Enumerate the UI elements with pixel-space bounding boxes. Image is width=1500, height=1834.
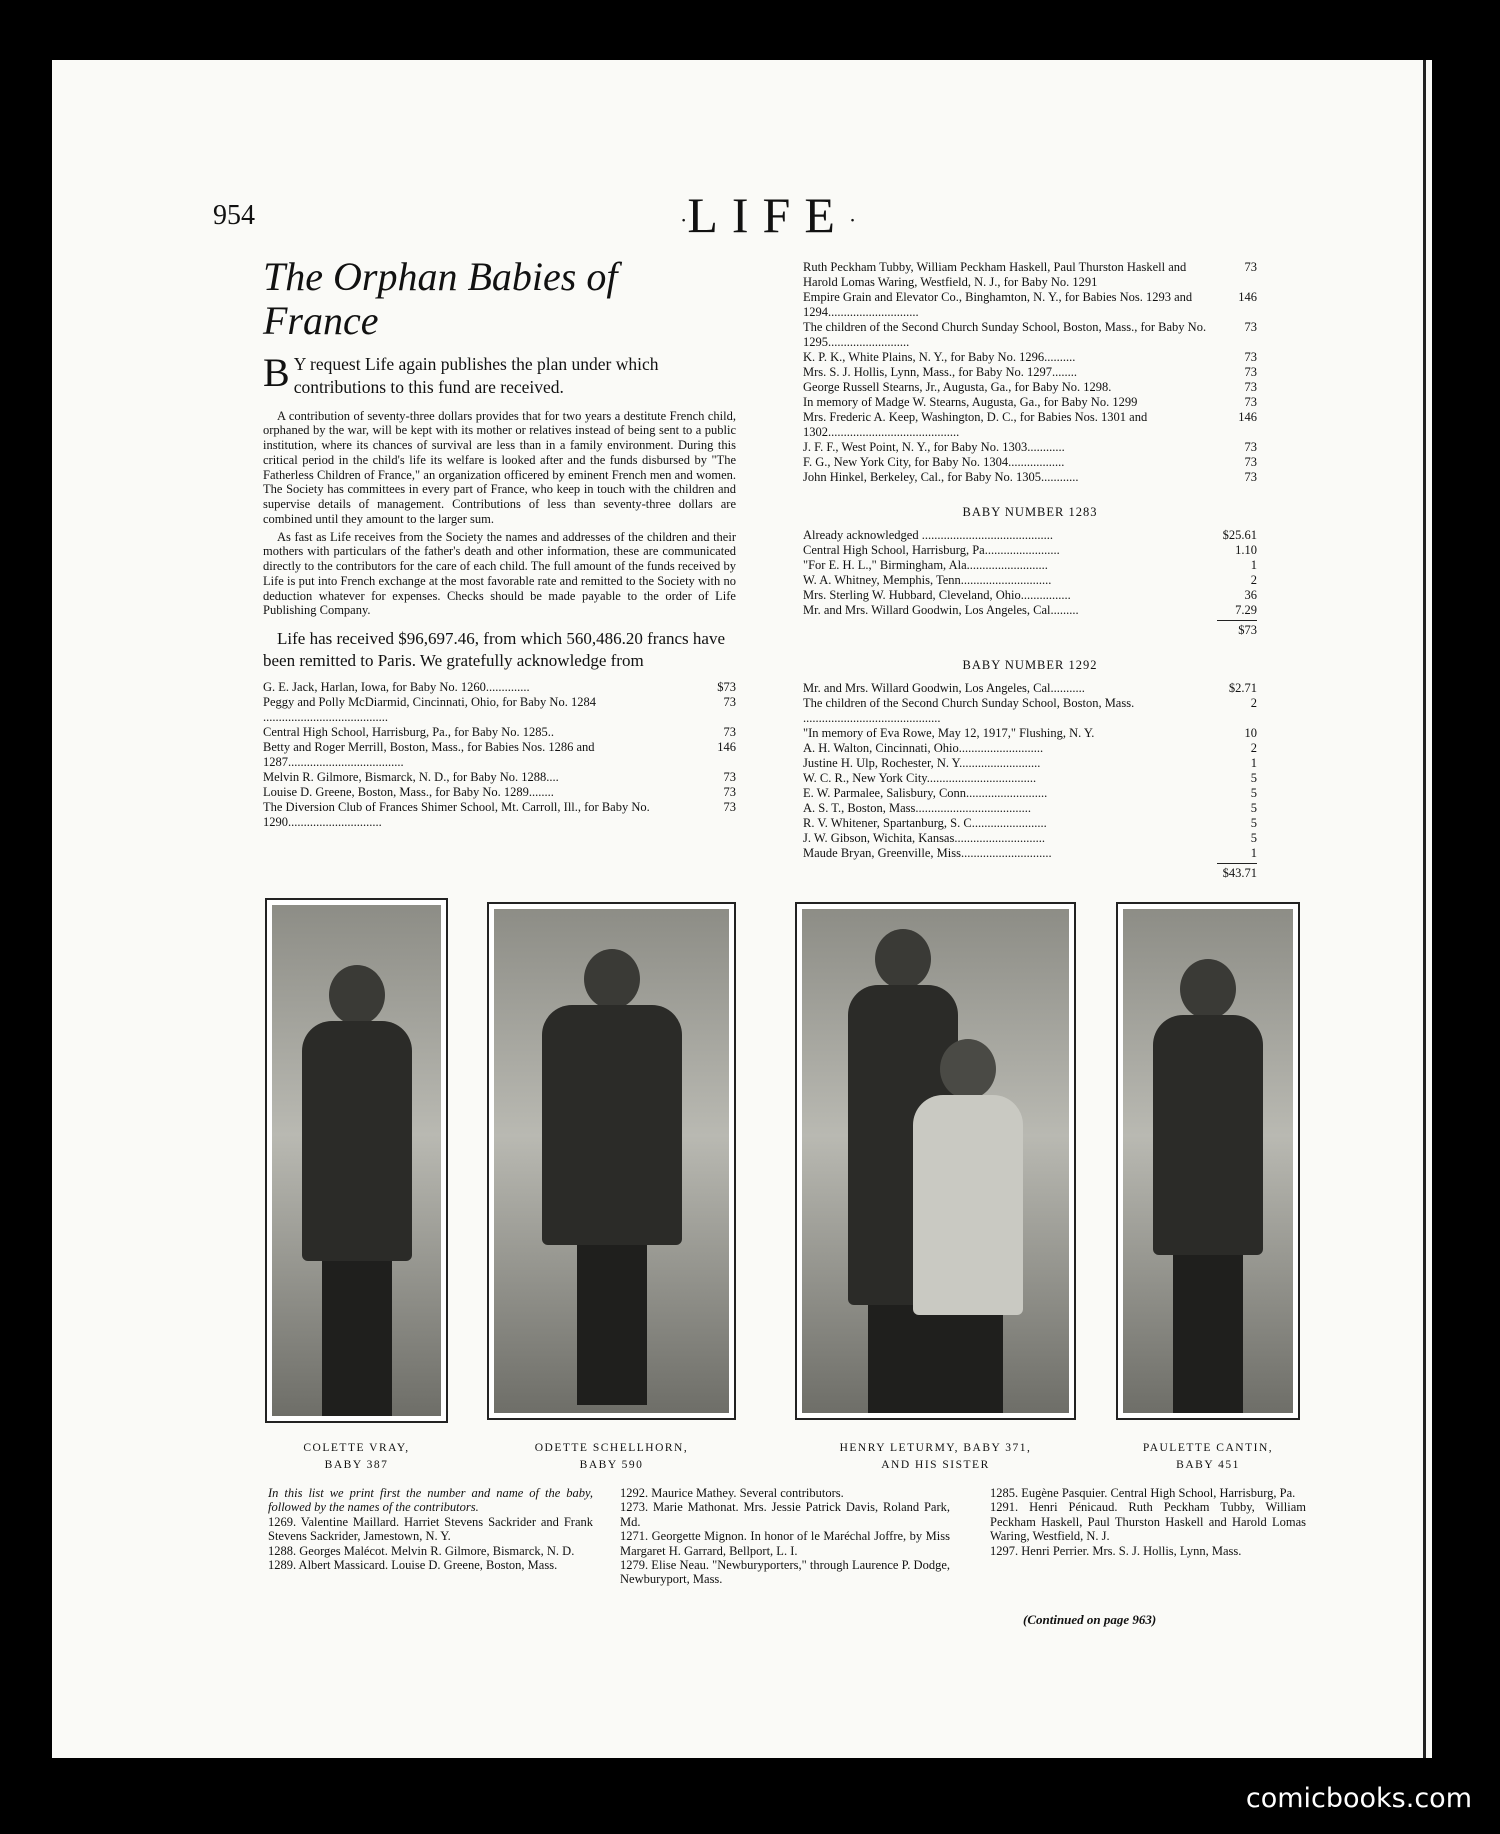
- contribution-entry: Mrs. Sterling W. Hubbard, Cleveland, Ohio................ 36: [803, 588, 1257, 602]
- photo-caption: ODETTE SCHELLHORN, BABY 590: [534, 1442, 689, 1471]
- contribution-entry: Peggy and Polly McDiarmid, Cincinnati, Ohio, for Baby No. 1284 ........................................ 73: [263, 695, 736, 725]
- article-paragraph: A contribution of seventy-three dollars provides that for two years a destitute French child, orphaned by the war, will be kept with its mother or relatives instead of being sent to a public institution, where its chances of survival are less than in a family environment. During this critical period in the child's life its welfare is looked after and the funds disbursed by "The Fatherless Children of France," an organization officered by eminent French men and women. The Society has committees in every part of France, who keep in touch with the children and supervise details of management. Contributions of less than seventy-three dollars are combined until they amount to the larger sum.: [263, 408, 736, 526]
- article-right-column: [803, 260, 1257, 881]
- article-left-column: [263, 255, 736, 830]
- list-intro: In this list we print first the number and name of the baby, followed by the names of the contributors.: [268, 1486, 593, 1515]
- continued-note: (Continued on page 963): [1023, 1612, 1157, 1627]
- contribution-entry: The Diversion Club of Frances Shimer School, Mt. Carroll, Ill., for Baby No. 1290.............................. 73: [263, 800, 736, 830]
- article-title: The Orphan Babies of France: [263, 254, 618, 343]
- sum-rule: [1217, 863, 1257, 864]
- contribution-entry: Louise D. Greene, Boston, Mass., for Baby No. 1289........ 73: [263, 785, 736, 800]
- contribution-entry: Melvin R. Gilmore, Bismarck, N. D., for Baby No. 1288.... 73: [263, 770, 736, 785]
- list-item: 1285. Eugène Pasquier. Central High School, Harrisburg, Pa.: [990, 1486, 1296, 1500]
- contribution-entry: "For E. H. L.," Birmingham, Ala.......................... 1: [803, 558, 1257, 572]
- contribution-entry: W. C. R., New York City................................... 5: [803, 771, 1257, 785]
- photo-caption: COLETTE VRAY, BABY 387: [303, 1442, 410, 1471]
- list-item: 1269. Valentine Maillard. Harriet Stevens Sackrider and Frank Stevens Sackrider, Jamestown, N. Y.: [268, 1514, 593, 1544]
- baby-list-column-1: [268, 1486, 593, 1572]
- contribution-entry: Empire Grain and Elevator Co., Binghamton, N. Y., for Babies Nos. 1293 and 1294............................. 146: [803, 290, 1257, 319]
- contribution-entry: K. P. K., White Plains, N. Y., for Baby No. 1296.......... 73: [803, 350, 1257, 364]
- received-statement: Life has received $96,697.46, from which 560,486.20 francs have been remitted to Paris. We gratefully acknowledge from: [263, 629, 726, 671]
- contribution-entry: F. G., New York City, for Baby No. 1304.................. 73: [803, 455, 1257, 469]
- drop-cap: B: [263, 350, 290, 395]
- contribution-entry: Already acknowledged .......................................... $25.61: [803, 528, 1257, 542]
- contribution-entry: The children of the Second Church Sunday School, Boston, Mass. ............................................ 2: [803, 696, 1257, 725]
- masthead: ·LIFE·: [680, 187, 857, 243]
- section-header: BABY NUMBER 1283: [962, 505, 1098, 519]
- section-total: $73: [1238, 623, 1257, 637]
- contribution-entry: Ruth Peckham Tubby, William Peckham Haskell, Paul Thurston Haskell and Harold Lomas Waring, Westfield, N. J., for Baby No. 1291 73: [803, 260, 1257, 289]
- contribution-entry: Central High School, Harrisburg, Pa........................ 1.10: [803, 543, 1257, 557]
- photo-image: [272, 905, 441, 1416]
- contribution-entry: Maude Bryan, Greenville, Miss............................. 1: [803, 846, 1257, 860]
- section-header: BABY NUMBER 1292: [962, 658, 1098, 672]
- photo-henry-leturmy: [795, 902, 1076, 1420]
- photo-caption: PAULETTE CANTIN, BABY 451: [1142, 1442, 1274, 1471]
- contribution-entry: A. S. T., Boston, Mass..................................... 5: [803, 801, 1257, 815]
- contribution-list: [263, 680, 736, 830]
- contribution-entry: Central High School, Harrisburg, Pa., for Baby No. 1285.. 73: [263, 725, 736, 740]
- photo-odette-schellhorn: [487, 902, 736, 1420]
- contribution-entry: The children of the Second Church Sunday School, Boston, Mass., for Baby No. 1295.......................... 73: [803, 320, 1257, 349]
- child-figure: [1153, 959, 1263, 1413]
- article-lead: B Y request Life again publishes the plan under which contributions to this fund are received.: [263, 350, 659, 397]
- sister-figure: [913, 1039, 1023, 1413]
- contribution-entry: Mr. and Mrs. Willard Goodwin, Los Angeles, Cal........... $2.71: [803, 681, 1257, 695]
- list-item: 1279. Elise Neau. "Newburyporters," through Laurence P. Dodge, Newburyport, Mass.: [620, 1557, 950, 1587]
- contribution-entry: E. W. Parmalee, Salisbury, Conn.......................... 5: [803, 786, 1257, 800]
- contribution-entry: George Russell Stearns, Jr., Augusta, Ga., for Baby No. 1298. 73: [803, 380, 1257, 394]
- contribution-entry: Betty and Roger Merrill, Boston, Mass., for Babies Nos. 1286 and 1287..................................... 146: [263, 740, 736, 770]
- contribution-entry: J. W. Gibson, Wichita, Kansas............................. 5: [803, 831, 1257, 845]
- baby-list-column-3: [990, 1486, 1306, 1558]
- facing-page-edge: [1426, 60, 1432, 1758]
- sum-rule: [1217, 620, 1257, 621]
- contribution-entry: In memory of Madge W. Stearns, Augusta, Ga., for Baby No. 1299 73: [803, 395, 1257, 409]
- list-item: 1271. Georgette Mignon. In honor of le Maréchal Joffre, by Miss Margaret H. Garrard, Bellport, L. I.: [620, 1529, 950, 1558]
- list-item: 1292. Maurice Mathey. Several contributors.: [620, 1486, 844, 1500]
- list-item: 1291. Henri Pénicaud. Ruth Peckham Tubby, William Peckham Haskell, Paul Thurston Haskell and Harold Lomas Waring, Westfield, N. J.: [990, 1500, 1306, 1544]
- contribution-entry: Justine H. Ulp, Rochester, N. Y.......................... 1: [803, 756, 1257, 770]
- photo-colette-vray: [265, 898, 448, 1423]
- baby-1292-list: [803, 681, 1257, 861]
- child-figure: [542, 949, 682, 1405]
- baby-list-column-2: [620, 1486, 950, 1587]
- photo-image: [1123, 909, 1293, 1413]
- contribution-list: [803, 260, 1257, 485]
- contribution-entry: John Hinkel, Berkeley, Cal., for Baby No. 1305............ 73: [803, 470, 1257, 484]
- contribution-entry: G. E. Jack, Harlan, Iowa, for Baby No. 1260.............. $73: [263, 680, 736, 695]
- contribution-entry: R. V. Whitener, Spartanburg, S. C........................ 5: [803, 816, 1257, 830]
- contribution-entry: A. H. Walton, Cincinnati, Ohio........................... 2: [803, 741, 1257, 755]
- photo-image: [802, 909, 1069, 1413]
- contribution-entry: Mrs. S. J. Hollis, Lynn, Mass., for Baby No. 1297........ 73: [803, 365, 1257, 379]
- watermark: comicbooks.com: [1245, 1783, 1472, 1814]
- list-item: 1288. Georges Malécot. Melvin R. Gilmore, Bismarck, N. D.: [268, 1543, 575, 1558]
- photo-paulette-cantin: [1116, 902, 1300, 1420]
- contribution-entry: Mr. and Mrs. Willard Goodwin, Los Angeles, Cal......... 7.29: [803, 603, 1257, 617]
- list-item: 1289. Albert Massicard. Louise D. Greene, Boston, Mass.: [268, 1557, 558, 1572]
- baby-1283-list: [803, 528, 1257, 618]
- contribution-entry: J. F. F., West Point, N. Y., for Baby No. 1303............ 73: [803, 440, 1257, 454]
- list-item: 1273. Marie Mathonat. Mrs. Jessie Patrick Davis, Roland Park, Md.: [620, 1500, 950, 1529]
- child-figure: [302, 965, 412, 1416]
- page-number: 954: [213, 200, 255, 231]
- section-total: $43.71: [1222, 866, 1257, 880]
- contribution-entry: "In memory of Eva Rowe, May 12, 1917," Flushing, N. Y. 10: [803, 726, 1257, 740]
- contribution-entry: W. A. Whitney, Memphis, Tenn............................. 2: [803, 573, 1257, 587]
- article-paragraph: As fast as Life receives from the Society the names and addresses of the children and their mothers with particulars of the father's death and other information, these are communicated directly to the contributors for the care of each child. The full amount of the funds received by Life is put into French exchange at the most favorable rate and remitted to the Society with no deduction whatever for expenses. Checks should be made payable to the order of Life Publishing Company.: [263, 529, 736, 618]
- photo-image: [494, 909, 729, 1413]
- contribution-entry: Mrs. Frederic A. Keep, Washington, D. C., for Babies Nos. 1301 and 1302.......................................... 146: [803, 410, 1257, 439]
- list-item: 1297. Henri Perrier. Mrs. S. J. Hollis, Lynn, Mass.: [990, 1543, 1242, 1558]
- photo-caption: HENRY LETURMY, BABY 371, AND HIS SISTER: [839, 1442, 1032, 1471]
